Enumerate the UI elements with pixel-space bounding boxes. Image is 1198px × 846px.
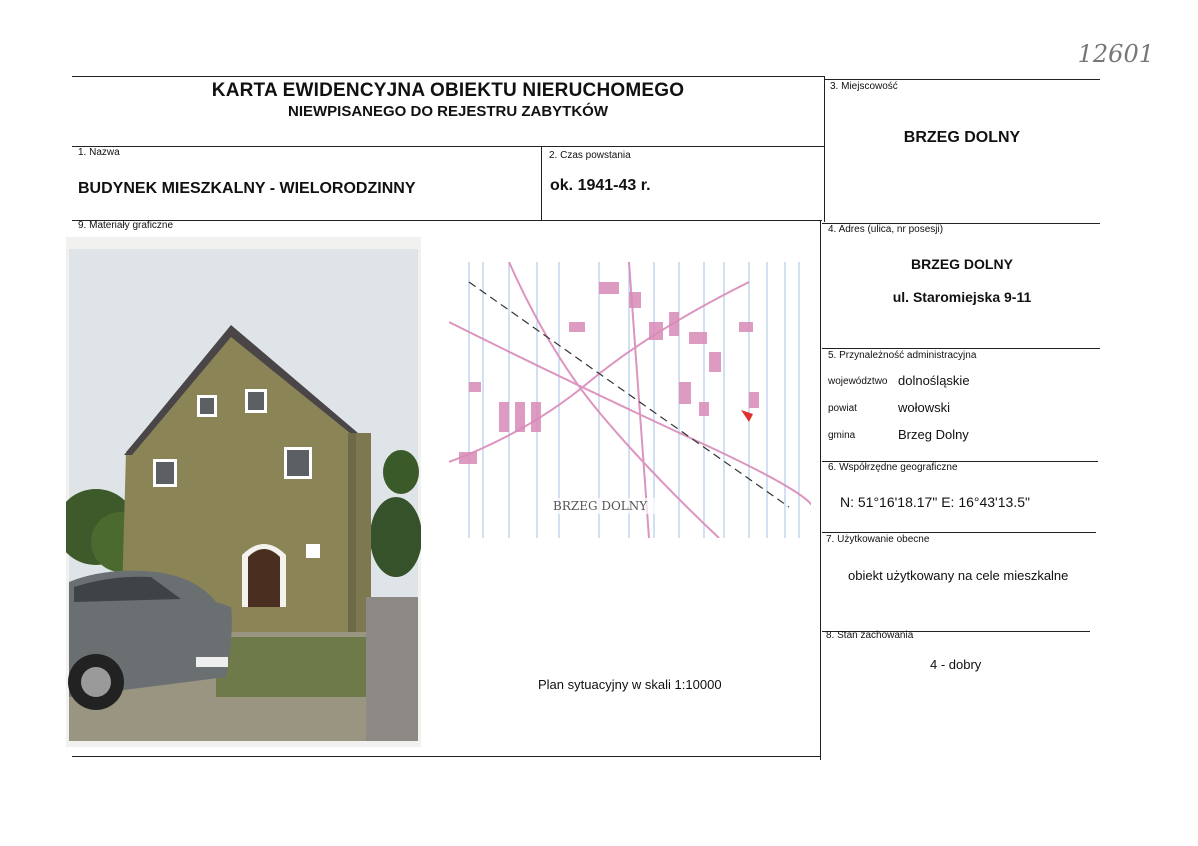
rule-usage — [822, 532, 1096, 533]
locality-value: BRZEG DOLNY — [903, 129, 1021, 146]
situational-map — [449, 262, 811, 538]
admin-county-value: wołowski — [898, 400, 951, 415]
divider-name-date — [541, 146, 542, 220]
usage-label: 7. Użytkowanie obecne — [826, 534, 930, 545]
top-rule — [72, 76, 824, 77]
building-photo — [66, 237, 421, 747]
address-label: 4. Adres (ulica, nr posesji) — [828, 224, 944, 235]
map-town-label: BRZEG DOLNY — [553, 499, 648, 513]
coords-value: N: 51°16'18.17" E: 16°43'13.5" — [840, 494, 1030, 510]
handwritten-catalog-number: 12601 — [1077, 40, 1154, 68]
condition-value: 4 - dobry — [930, 657, 982, 672]
top-rule-right — [824, 79, 1100, 80]
admin-commune-value: Brzeg Dolny — [898, 427, 969, 442]
admin-commune-key: gmina — [828, 430, 856, 441]
admin-county-key: powiat — [828, 403, 857, 414]
map-caption: Plan sytuacyjny w skali 1:10000 — [538, 677, 722, 692]
card-subtitle: NIEWPISANEGO DO REJESTRU ZABYTKÓW — [287, 103, 609, 120]
name-value: BUDYNEK MIESZKALNY - WIELORODZINNY — [78, 180, 416, 197]
card-title: KARTA EWIDENCYJNA OBIEKTU NIERUCHOMEGO — [211, 80, 685, 101]
address-street: ul. Staromiejska 9-11 — [892, 289, 1032, 305]
divider-upper — [824, 76, 825, 222]
date-label: 2. Czas powstania — [549, 150, 631, 161]
bottom-rule — [72, 756, 820, 757]
coords-label: 6. Współrzędne geograficzne — [828, 462, 958, 473]
locality-label: 3. Miejscowość — [830, 81, 898, 92]
rule-admin — [822, 348, 1100, 349]
usage-value: obiekt użytkowany na cele mieszkalne — [848, 568, 1069, 583]
admin-label: 5. Przynależność administracyjna — [828, 350, 977, 361]
divider-lower — [820, 220, 821, 760]
date-value: ok. 1941-43 r. — [550, 177, 651, 194]
condition-label: 8. Stan zachowania — [826, 630, 914, 641]
rule-graphics — [72, 220, 822, 221]
admin-voivodeship-key: województwo — [828, 376, 888, 387]
rule-name — [72, 146, 824, 147]
name-label: 1. Nazwa — [78, 147, 120, 158]
admin-voivodeship-value: dolnośląskie — [898, 373, 970, 388]
address-city: BRZEG DOLNY — [911, 256, 1013, 272]
graphics-label: 9. Materiały graficzne — [78, 220, 174, 231]
